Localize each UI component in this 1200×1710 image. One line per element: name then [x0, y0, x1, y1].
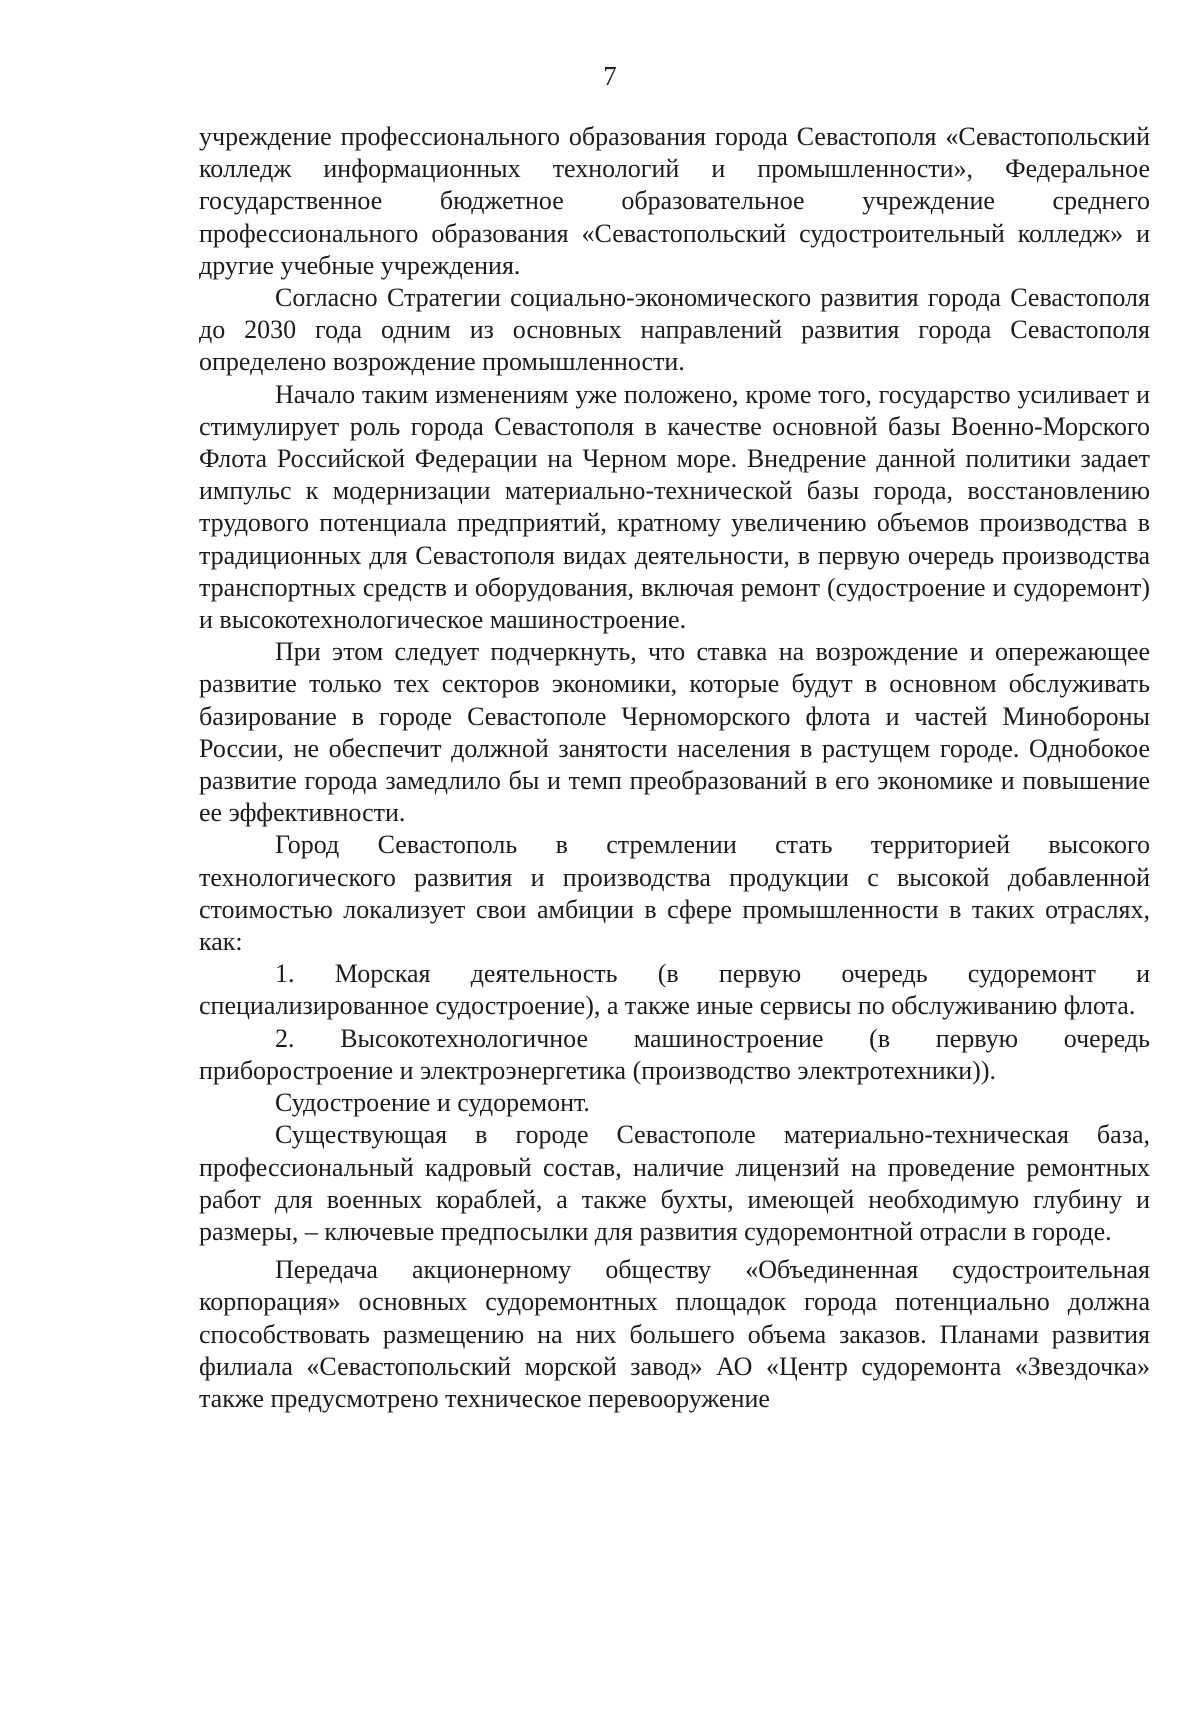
paragraph-one-sided-development: При этом следует подчеркнуть, что ставка на возрождение и опережающее развитие только тех секторов экономики, которые будут в основном обслуживать базирование в городе Севастополе Черноморского флота и частей Минобороны России, не обеспечит должной занятости населения в растущем городе. Однобокое развитие города замедлило бы и темп преобразований в его экономике и повышение ее эффективности. [199, 637, 1150, 828]
list-item-high-tech-engineering: 2. Высокотехнологичное машиностроение (в первую очередь приборостроение и электроэнергетика (производство электротехники)). [199, 1023, 1150, 1085]
document-body [199, 121, 1150, 1415]
paragraph-ship-repair-prerequisites: Существующая в городе Севастополе материально-техническая база, профессиональный кадровый состав, наличие лицензий на проведение ремонтных работ для военных кораблей, а также бухты, имеющей необходимую глубину и размеры, – ключевые предпосылки для развития судоремонтной отрасли в городе. [199, 1120, 1150, 1246]
paragraph-strategy-2030: Согласно Стратегии социально-экономического развития города Севастополя до 2030 года одним из основных направлений развития города Севастополя определено возрождение промышленности. [199, 283, 1150, 377]
paragraph-industry-sectors-intro: Город Севастополь в стремлении стать территорией высокого технологического развития и производства продукции с высокой добавленной стоимостью локализует свои амбиции в сфере промышленности в таких отраслях, как: [199, 830, 1150, 957]
list-item-maritime-activity: 1. Морская деятельность (в первую очередь судоремонт и специализированное судостроение), а также иные сервисы по обслуживанию флота. [199, 959, 1150, 1021]
paragraph-usc-transfer: Передача акционерному обществу «Объединенная судостроительная корпорация» основных судоремонтных площадок города потенциально должна способствовать размещению на них большего объема заказов. Планами развития филиала «Севастопольский морской завод» АО «Центр судоремонта «Звездочка» также предусмотрено техническое перевооружение [199, 1255, 1150, 1413]
page-number: 7 [603, 61, 617, 91]
section-heading-shipbuilding: Судостроение и судоремонт. [275, 1088, 590, 1118]
paragraph-educational-institutions: учреждение профессионального образования города Севастополя «Севастопольский колледж информационных технологий и промышленности», Федеральное государственное бюджетное образовательное учреждение среднего профессионального образования «Севастопольский судостроительный колледж» и другие учебные учреждения. [199, 122, 1150, 280]
paragraph-navy-base-policy: Начало таким изменениям уже положено, кроме того, государство усиливает и стимулирует роль города Севастополя в качестве основной базы Военно-Морского Флота Российской Федерации на Черном море. Внедрение данной политики задает импульс к модернизации материально-технической базы города, восстановлению трудового потенциала предприятий, кратному увеличению объемов производства в традиционных для Севастополя видах деятельности, в первую очередь производства транспортных средств и оборудования, включая ремонт (судостроение и судоремонт) и высокотехнологическое машиностроение. [199, 379, 1150, 635]
